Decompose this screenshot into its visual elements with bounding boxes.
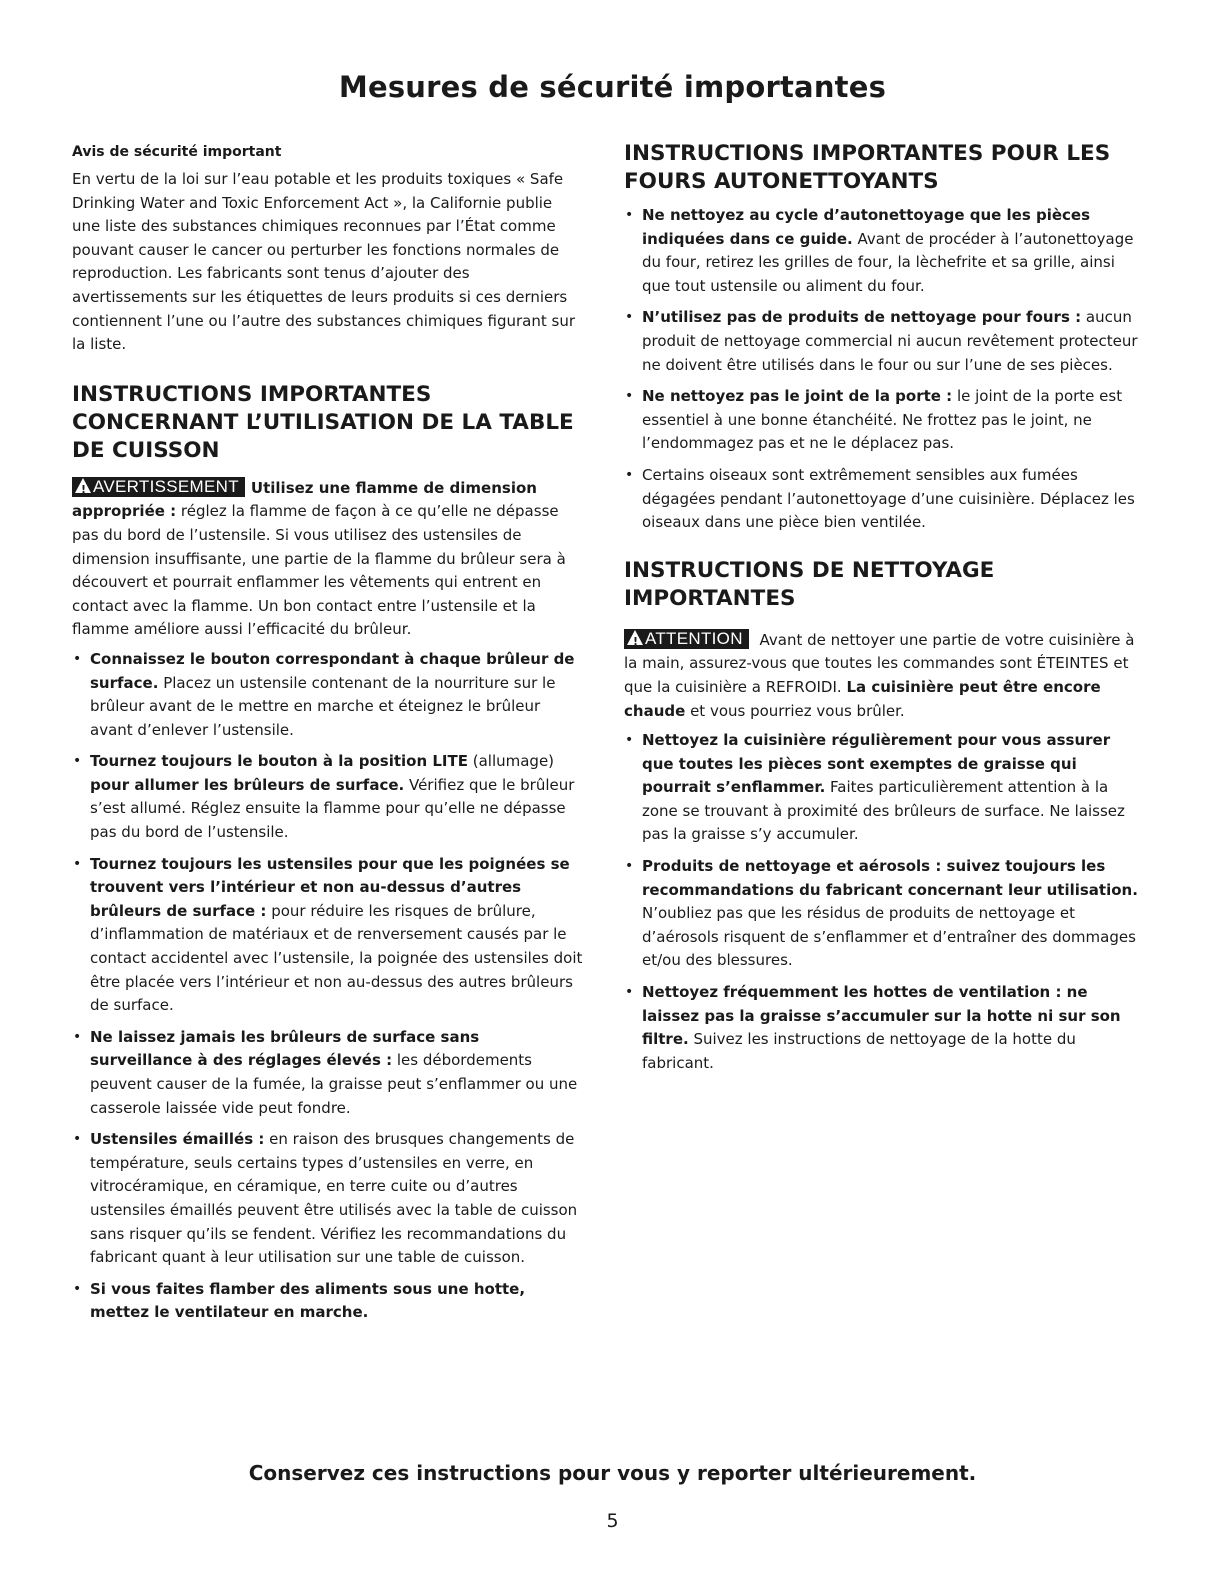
list-item (624, 729, 1144, 847)
bullet-bold: Produits de nettoyage et aérosols : suivez toujours les recommandations du fabricant concernant leur utilisation. (642, 857, 1138, 899)
bullet-text: Suivez les instructions de nettoyage de la hotte du fabricant. (642, 1030, 1076, 1072)
warning-badge (72, 477, 245, 497)
left-column (72, 140, 584, 1333)
bullet-text: Avant de procéder à l’autonettoyage du four, retirez les grilles de four, la lèchefrite et sa grille, ainsi que tout ustensile ou aliment du four. (642, 229, 1134, 295)
warning-text: réglez la flamme de façon à ce qu’elle ne dépasse pas du bord de l’ustensile. Si vous utilisez des ustensiles de dimension insuffisante, une partie de la flamme du brûleur sera à découvert et pourrait enflammer les vêtements qui entrent en contact avec la flamme. Un bon contact entre l’ustensile et la flamme améliore aussi l’efficacité du brûleur. (72, 502, 566, 639)
bullet-text: en raison des brusques changements de température, seuls certains types d’ustensiles en verre, en vitrocéramique, en céramique, en terre cuite ou d’autres ustensiles émaillés peuvent être utilisés avec la table de cuisson sans risquer qu’ils se fendent. Vérifiez les recommandations du fabricant quant à leur utilisation sur une table de cuisson. (90, 1130, 578, 1267)
warning-triangle-icon (75, 478, 91, 493)
list-item (72, 1128, 584, 1270)
list-item (72, 1026, 584, 1120)
page-title: Mesures de sécurité importantes (338, 70, 887, 104)
bullet-text: aucun produit de nettoyage commercial ni aucun revêtement protecteur ne doivent être utilisés dans le four ou sur l’une de ses pièces. (642, 308, 1138, 374)
bullet-text-2: Vérifiez que le brûleur s’est allumé. Réglez ensuite la flamme pour qu’elle ne dépasse pas du bord de l’ustensile. (90, 775, 575, 842)
warning-bold-text: Utilisez une flamme de dimension appropriée : (72, 478, 537, 521)
list-item (72, 750, 584, 844)
list-item (624, 385, 1144, 456)
notice-heading: Avis de sécurité important (72, 144, 282, 160)
warning-badge-label: AVERTISSEMENT (93, 476, 239, 496)
cooktop-section-heading: INSTRUCTIONS IMPORTANTES CONCERNANT L’UTILISATION DE LA TABLE DE CUISSON (72, 381, 574, 463)
cleaning-bullet-list (624, 729, 1144, 1075)
list-item (72, 853, 584, 1018)
bullet-bold: N’utilisez pas de produits de nettoyage pour fours : (642, 308, 1082, 327)
bullet-bold: Tournez toujours les ustensiles pour que les poignées se trouvent vers l’intérieur et non au-dessus d’autres brûleurs de surface : (90, 854, 570, 920)
list-item (624, 204, 1144, 298)
bullet-text: les débordements peuvent causer de la fumée, la graisse peut s’enflammer ou une casserole laissée vide peut fondre. (90, 1051, 578, 1117)
list-item (624, 464, 1144, 535)
list-item (72, 648, 584, 742)
cleaning-section-heading: INSTRUCTIONS DE NETTOYAGE IMPORTANTES (624, 557, 995, 611)
attention-badge (624, 629, 749, 649)
bullet-bold: Nettoyez la cuisinière régulièrement pour vous assurer que toutes les pièces sont exemptes de graisse qui pourrait s’enflammer. (642, 731, 1111, 797)
right-column (624, 140, 1144, 1083)
cooktop-bullet-list (72, 648, 584, 1325)
bullet-text: pour réduire les risques de brûlure, d’inflammation de matériaux et de renversement causés par le contact accidentel avec l’ustensile, la poignée des ustensiles doit être placée vers l’intérieur et non au-dessus des autres brûleurs de surface. (90, 901, 583, 1015)
list-item (72, 1278, 584, 1325)
bullet-text: (allumage) (467, 752, 555, 771)
list-item (624, 855, 1144, 973)
footer-note: Conservez ces instructions pour vous y reporter ultérieurement. (248, 1461, 977, 1485)
list-item (624, 306, 1144, 377)
bullet-text: N’oubliez pas que les résidus de produits de nettoyage et d’aérosols risquent de s’enflammer et d’entraîner des dommages et/ou des blessures. (642, 904, 1136, 970)
list-item (624, 981, 1144, 1075)
bullet-text: le joint de la porte est essentiel à une bonne étanchéité. Ne frottez pas le joint, ne l’endommagez pas et ne le déplacez pas. (642, 387, 1123, 453)
bullet-text: Faites particulièrement attention à la zone se trouvant à proximité des brûleurs de surface. Ne laissez pas la graisse s’y accumuler. (642, 778, 1125, 844)
warning-paragraph (72, 477, 584, 642)
self-clean-section-heading: INSTRUCTIONS IMPORTANTES POUR LES FOURS AUTONETTOYANTS (624, 141, 1111, 194)
notice-text: En vertu de la loi sur l’eau potable et les produits toxiques « Safe Drinking Water and Toxic Enforcement Act », la Californie publie une liste des substances chimiques reconnues par l’État comme pouvant causer le cancer ou perturber les fonctions normales de reproduction. Les fabricants sont tenus d’ajouter des avertissements sur les étiquettes de leurs produits si ces derniers contiennent l’une ou l’autre des substances chimiques figurant sur la liste. (72, 170, 576, 354)
bullet-bold: Connaissez le bouton correspondant à chaque brûleur de surface. (90, 649, 575, 692)
bullet-bold: Ne nettoyez pas le joint de la porte : (642, 387, 953, 406)
bullet-bold: Ne laissez jamais les brûleurs de surface sans surveillance à des réglages élevés : (90, 1027, 480, 1070)
bullet-bold: Tournez toujours le bouton à la position LITE (90, 752, 468, 771)
bullet-text: Placez un ustensile contenant de la nourriture sur le brûleur avant de le mettre en marche et éteignez le brûleur avant d’enlever l’ustensile. (90, 673, 556, 739)
bullet-bold-2: pour allumer les brûleurs de surface. (90, 775, 405, 794)
attention-badge-label: ATTENTION (645, 628, 743, 648)
attention-tail-text: et vous pourriez vous brûler. (685, 701, 905, 720)
warning-triangle-icon (627, 630, 643, 645)
self-clean-bullet-list (624, 204, 1144, 535)
page-number: 5 (606, 1510, 619, 1532)
attention-bold-text: La cuisinière peut être encore chaude (624, 677, 1101, 720)
bullet-bold: Nettoyez fréquemment les hottes de ventilation : ne laissez pas la graisse s’accumuler sur la hotte ni sur son filtre. (642, 983, 1121, 1049)
attention-paragraph (624, 629, 1144, 723)
attention-text: Avant de nettoyer une partie de votre cuisinière à la main, assurez-vous que toutes les commandes sont ÉTEINTES et que la cuisinière a REFROIDI. (624, 630, 1135, 696)
bullet-bold: Si vous faites flamber des aliments sous une hotte, mettez le ventilateur en marche. (90, 1279, 526, 1322)
bullet-bold: Ustensiles émaillés : (90, 1130, 265, 1149)
bullet-bold: Ne nettoyez au cycle d’autonettoyage que les pièces indiquées dans ce guide. (642, 206, 1091, 248)
bullet-text: Certains oiseaux sont extrêmement sensibles aux fumées dégagées pendant l’autonettoyage d’une cuisinière. Déplacez les oiseaux dans une pièce bien ventilée. (642, 465, 1135, 532)
